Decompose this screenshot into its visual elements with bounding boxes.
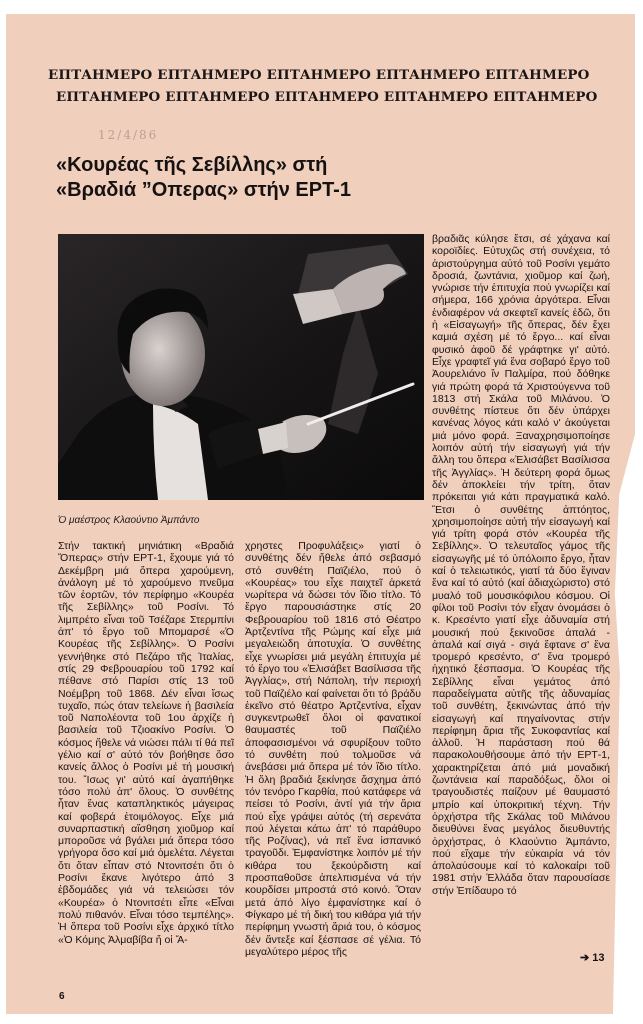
page-number: 6 xyxy=(59,991,65,1002)
masthead-line-1: ΕΠΤΑΗΜΕΡΟ ΕΠΤΑΗΜΕΡΟ ΕΠΤΑΗΜΕΡΟ ΕΠΤΑΗΜΕΡΟ ΕΠΤΑΗΜΕΡΟ xyxy=(48,67,590,83)
headline-line-2: «Βραδιά ”Οπερας» στήν ΕΡΤ-1 xyxy=(56,179,351,201)
arrow-right-icon: ➔ xyxy=(580,952,590,964)
masthead-line-2: ΕΠΤΑΗΜΕΡΟ ΕΠΤΑΗΜΕΡΟ ΕΠΤΑΗΜΕΡΟ ΕΠΤΑΗΜΕΡΟ ΕΠΤΑΗΜΕΡΟ xyxy=(56,89,598,105)
continued-on xyxy=(580,951,605,964)
headline xyxy=(56,153,396,203)
continued-page-number: 13 xyxy=(592,952,605,964)
article-column-2: χρηστες Προφυλάξεις» γιατί ὁ συνθέτης δέν ἤθελε ἀπό σεβασμό στό συνθέτη Παϊζιέλο, πού ὁ «Κουρέας» του εἶχε παιχτεῖ ἀρκετά νωρίτερα νά δώσει τόν ἴδιο τίτλο. Τό ἔργο παρουσιάστηκε στίς 20 Φεβρουαρίου τοῦ 1816 στό Θέατρο Ἀρτζεντίνα τῆς Ρώμης καί εἶχε μιά μεγαλειώδη ἀποτυχία. Ὁ συνθέτης εἶχε γνωρίσει μιά μεγάλη ἐπιτυχία μέ τό ἔργο του «Ἐλισάβετ Βασίλισσα τῆς Ἀγγλίας», στή Νάπολη, τήν περιοχή τοῦ Παϊζιέλο καί φαίνεται ὅτι τό βράδυ ἐκεῖνο στό θέατρο Ἀρτζεντίνα, εἶχαν συγκεντρωθεῖ ὅλοι οἱ φανατικοί θαυμαστές τοῦ Παϊζιέλο ἀποφασισμένοι νά σφυρίξουν τοῦτο τό συνθέτη πού τολμοῦσε νά ἀνεβάσει μιά ὄπερα μέ τόν ἴδιο τίτλο. Ἡ ὅλη βραδιά ξεκίνησε ἄσχημα ἀπό τόν τενόρο Γκαρθία, πού κατάφερε νά πείσει τό Ροσίνι, ἀντί γιά τήν ἄρια πού εἶχε γράψει αὐτός (τή σερενάτα πού λέγεται κάτω ἀπ' τό παράθυρο τῆς Ροζίνας), νά πεῖ ἕνα ἱσπανικό τραγοῦδι. Ἐμφανίστηκε λοιπόν μέ τήν κιθάρα του ξεκούρδιστη καί προσπαθοῦσε ἀπελπισμένα νά τήν κουρδίσει μπροστά στό κοινό. Ὅταν μετά ἀπό λίγο ἐμφανίστηκε καί ὁ Φίγκαρο μέ τή δική του κιθάρα γιά τήν περίφημη γνωστή ἄριά του, ὁ κόσμος δέν ἄντεξε καί ξέσπασε σέ γέλια. Τό μεγαλύτερο μέρος τῆς xyxy=(245,540,421,958)
article-column-1: Στήν τακτική μηνιάτικη «Βραδιά Ὄπερας» στήν ΕΡΤ-1, ἔχουμε γιά τό Δεκέμβρη μιά ὄπερα χαρούμενη, ἀνάλογη μέ τό χαρούμενο πνεῦμα τῶν ἑορτῶν, τόν περίφημο «Κουρέα τῆς Σεβίλλης» τοῦ Ροσίνι. Τό λιμπρέτο εἶναι τοῦ Τσέζαρε Στερμπίνι ἀπ' τό ἔργο τοῦ Μπομαρσέ «Ὁ Κουρέας τῆς Σεβίλλης». Ὁ Ροσίνι γεννήθηκε στό Πεζάρο τῆς Ἰταλίας, στίς 29 Φεβρουαρίου τοῦ 1792 καί πέθανε στό Παρίσι στίς 13 τοῦ Νοέμβρη τοῦ 1868. Δέν εἶναι ἴσως τυχαῖο, πώς όταν τελείωνε ἡ βασιλεία τοῦ Ναπολέοντα τοῦ 1ου ἀρχίζε ἡ βασιλεία τοῦ Τζιοακίνο Ροσίνι. Ὁ κόσμος ἤθελε νά νιώσει πάλι τί θά πεῖ γέλιο καί σ' αὐτό τόν βοήθησε ὅσο κανείς ἄλλος ὁ Ροσίνι μέ τή μουσική του. Ἴσως γι' αὐτό καί ἀγαπήθηκε τόσο πολύ ἀπ' ὅλους. Ὁ συνθέτης ἦταν ἕνας καταπληκτικός μάγειρας καί φοβερά ἑτοιμόλογος. Εἶχε μιά συναρπαστική αἴσθηση χιοῦμορ καί μποροῦσε νά βγάλει μιά ὄπερα τόσο γρήγορα ὅσο καί μιά ὀμελέτα. Λέγεται ὅτι ὅταν εἶπαν στό Ντονιτσέτι ὅτι ὁ Ροσίνι ἔκανε λιγότερο ἀπό 3 ἑβδομάδες γιά νά τελειώσει τόν «Κουρέα» ὁ Ντονιτσέτι εἶπε «Εἶναι πολύ πιθανόν. Εἶναι τόσο τεμπέλης». Ἡ ὄπερα τοῦ Ροσίνι εἶχε ἀρχικό τίτλο «Ὁ Κόμης Ἀλμαβίβα ἤ οἱ Ἄ- xyxy=(58,540,234,946)
conductor-photo xyxy=(58,234,424,500)
photo-caption: Ὁ μαέστρος Κλαούντιο Ἀμπάντο xyxy=(58,515,200,526)
conductor-photo-image xyxy=(58,234,424,500)
article-column-3: βραδιᾶς κύλησε ἔτσι, σέ χάχανα καί κοροϊδίες. Εὐτυχῶς στή συνέχεια, τό ἀριστούργημα αὐτό τοῦ Ροσίνι γεμάτο δροσιά, ζωντάνια, χιοῦμορ καί ζωή, γνώρισε τήν ἐπιτυχία πού γνωρίζει καί σήμερα, 166 χρόνια ἀργότερα. Εἶναι ἐνδιαφέρον νά σκεφτεῖ κανείς ἐδῶ, ὅτι ἡ «Εἰσαγωγή» τῆς ὄπερας, δέν ἔχει καμιά σχέση μέ τό ἔργο... καί εἶναι φυσικό ἀφοῦ δέ γράφτηκε γι' αὐτό. Εἶχε γραφτεῖ γιά ἕνα σοβαρό ἔργο τοῦ Ἀουρελιάνο ἴν Παλμίρα, πού δόθηκε γιά πρώτη φορά τά Χριστούγεννα τοῦ 1813 στή Σκάλα τοῦ Μιλάνου. Ὁ συνθέτης πίστευε ὅτι δέν ὑπάρχει κανένας λόγος κάτι καλό ν' ἀκούγεται μιά μόνο φορά. Ξαναχρησιμοποίησε λοιπόν αὐτή τήν εἰσαγωγή γιά τήν ἄλλη του ὄπερα «Ἐλισάβετ Βασίλισσα τῆς Ἀγγλίας». Ἡ δεύτερη φορά ὅμως δέν ἀποκλείει τήν τρίτη, ὅταν πρόκειται γιά κάτι πραγματικά καλό. Ἔτσι ὁ συνθέτης ἀπτόητος, χρησιμοποίησε αὐτή τήν εἰσαγωγή καί γιά τρίτη φορά στόν «Κουρέα τῆς Σεβίλλης». Ὁ τελευταῖος γάμος τῆς εἰσαγωγῆς μέ τό ὑπόλοιπο ἔργο, ἦταν καί ὁ τελειωτικός, γιατί τά δύο ἔγιναν ἕνα καί τό αὐτό (καί ἀδιαχώριστο) στό μυαλό τοῦ μουσικόφιλου κόσμου. Οἱ φίλοι τοῦ Ροσίνι τόν εἶχαν ὀνομάσει ὁ κ. Κρεσέντο γιατί εἶχε ἀδυναμία στή μουσική πού ξεκινοῦσε ἀπαλά - ἀπαλά καί σιγά - σιγά ἔφτανε σ' ἕνα τρομερό κρεσέντο, σ' ἕνα τρομερό ἠχητικό ξέσπασμα. Ὁ Κουρέας τῆς Σεβίλλης εἶναι γεμάτος ἀπό παραδείγματα αὐτῆς τῆς ἀδυναμίας τοῦ συνθέτη, ξεκινώντας ἀπό τήν εἰσαγωγή καί πηγαίνοντας στήν περίφημη ἄρια τῆς Συκοφαντίας καί ἀλλοῦ. Ἡ παράσταση πού θά παρακολουθήσουμε ἀπό τήν ΕΡΤ-1, χαρακτηρίζεται ἀπό μιά μοναδική ζωντάνεια καί παραδόξως, ὅλοι οἱ τραγουδιστές παίζουν μέ θαυμαστό μπρίο καί ὑποκριτική τέχνη. Τήν ὀρχήστρα τῆς Σκάλας τοῦ Μιλάνου διευθύνει ἕνας μεγάλος διευθυντής ὀρχήστρας, ὁ Κλαούντιο Ἀμπάντο, πού εἴχαμε τήν εὐκαιρία νά τόν ἀπολαύσουμε καί τό καλοκαίρι τοῦ 1981 στήν Ἑλλάδα ὅταν παρουσίασε στήν Ἐπίδαυρο τό xyxy=(432,233,610,897)
handwritten-date: 12/4/86 xyxy=(98,128,159,142)
headline-line-1: «Κουρέας τῆς Σεβίλλης» στή xyxy=(56,154,328,176)
